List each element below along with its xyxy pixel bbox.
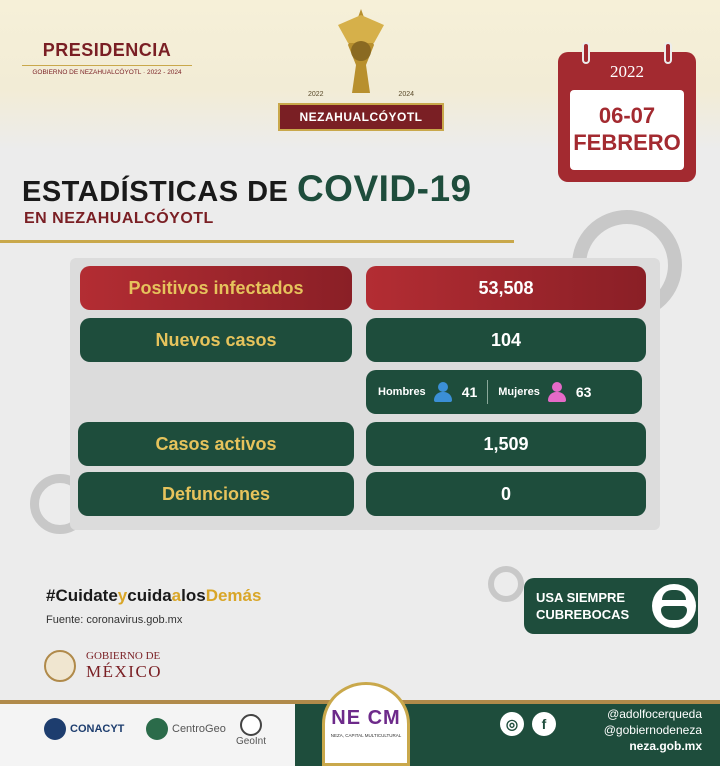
title-divider [0, 240, 514, 243]
nuevos-value: 104 [490, 329, 522, 350]
mask-icon [652, 584, 696, 628]
calendar-ring [664, 42, 672, 64]
positivos-label: Positivos infectados [128, 277, 304, 298]
neza-cm-logo: NE CM [331, 707, 401, 729]
nuevos-label-box [80, 318, 352, 362]
nuevos-value-box [366, 318, 646, 362]
presidencia-logo [22, 40, 192, 76]
social-links [604, 706, 702, 754]
page-title [22, 168, 472, 210]
source-text: Fuente: coronavirus.gob.mx [46, 614, 183, 626]
hombres-label: Hombres [378, 386, 426, 398]
cubrebocas-line2: CUBREBOCAS [536, 607, 630, 622]
positivos-value: 53,508 [478, 277, 534, 298]
conacyt-logo: CONACYT [44, 718, 124, 740]
gobierno-mexico-logo [44, 650, 162, 682]
activos-value: 1,509 [483, 433, 529, 454]
calendar-year: 2022 [610, 62, 644, 81]
positivos-label-box [80, 266, 352, 310]
conacyt-icon [44, 718, 66, 740]
centrogeo-icon [146, 718, 168, 740]
activos-label-box [78, 422, 354, 466]
man-icon [434, 382, 452, 402]
neza-cm-subtitle: NEZA, CAPITAL MULTICULTURAL [330, 733, 402, 738]
facebook-icon[interactable]: f [532, 712, 556, 736]
centrogeo-logo: CentroGeo [146, 718, 226, 740]
gobierno-subtitle: GOBIERNO DE NEZAHUALCÓYOTL · 2022 - 2024 [22, 65, 192, 76]
activos-label: Casos activos [155, 433, 277, 454]
logo-banner: NEZAHUALCÓYOTL [278, 103, 444, 131]
logo-year-left: 2022 [308, 91, 324, 98]
activos-value-box [366, 422, 646, 466]
logo-year-right: 2024 [398, 91, 414, 98]
neza-cm-badge [322, 682, 410, 766]
nezahualcoyotl-logo [278, 5, 444, 133]
cubrebocas-badge [524, 578, 698, 634]
hashtag: #CuidateycuidaalosDemás [46, 586, 262, 605]
warrior-emblem-icon [278, 5, 444, 105]
gobierno-line2: MÉXICO [86, 662, 163, 681]
woman-icon [548, 382, 566, 402]
calendar-icon [558, 52, 696, 182]
gobierno-line1: GOBIERNO DE [86, 650, 161, 662]
title-part1: ESTADÍSTICAS DE [22, 176, 297, 208]
website-link[interactable]: neza.gob.mx [629, 739, 702, 753]
hombres-value: 41 [461, 384, 478, 400]
calendar-days: 06-07 [598, 103, 656, 128]
defunciones-label: Defunciones [161, 483, 271, 504]
calendar-month: FEBRERO [573, 130, 681, 155]
social-handle-1[interactable]: @adolfocerqueda [607, 707, 702, 721]
defunciones-label-box [78, 472, 354, 516]
mexico-seal-icon [44, 650, 76, 682]
mujeres-value: 63 [575, 384, 592, 400]
defunciones-value-box [366, 472, 646, 516]
instagram-icon[interactable]: ◎ [500, 712, 524, 736]
gender-divider [487, 380, 488, 404]
presidencia-text: PRESIDENCIA [42, 40, 172, 60]
positivos-value-box [366, 266, 646, 310]
defunciones-value: 0 [500, 483, 511, 504]
title-covid: COVID-19 [296, 168, 472, 209]
gender-breakdown [366, 370, 642, 414]
page-subtitle: EN NEZAHUALCÓYOTL [24, 210, 214, 227]
calendar-ring [582, 42, 590, 64]
virus-icon [488, 566, 524, 602]
nuevos-label: Nuevos casos [155, 329, 277, 350]
mujeres-label: Mujeres [498, 386, 540, 398]
geoint-logo: GeoInt [236, 714, 266, 747]
social-handle-2[interactable]: @gobiernodeneza [603, 723, 702, 737]
geoint-icon [240, 714, 262, 736]
cubrebocas-line1: USA SIEMPRE [536, 590, 626, 605]
